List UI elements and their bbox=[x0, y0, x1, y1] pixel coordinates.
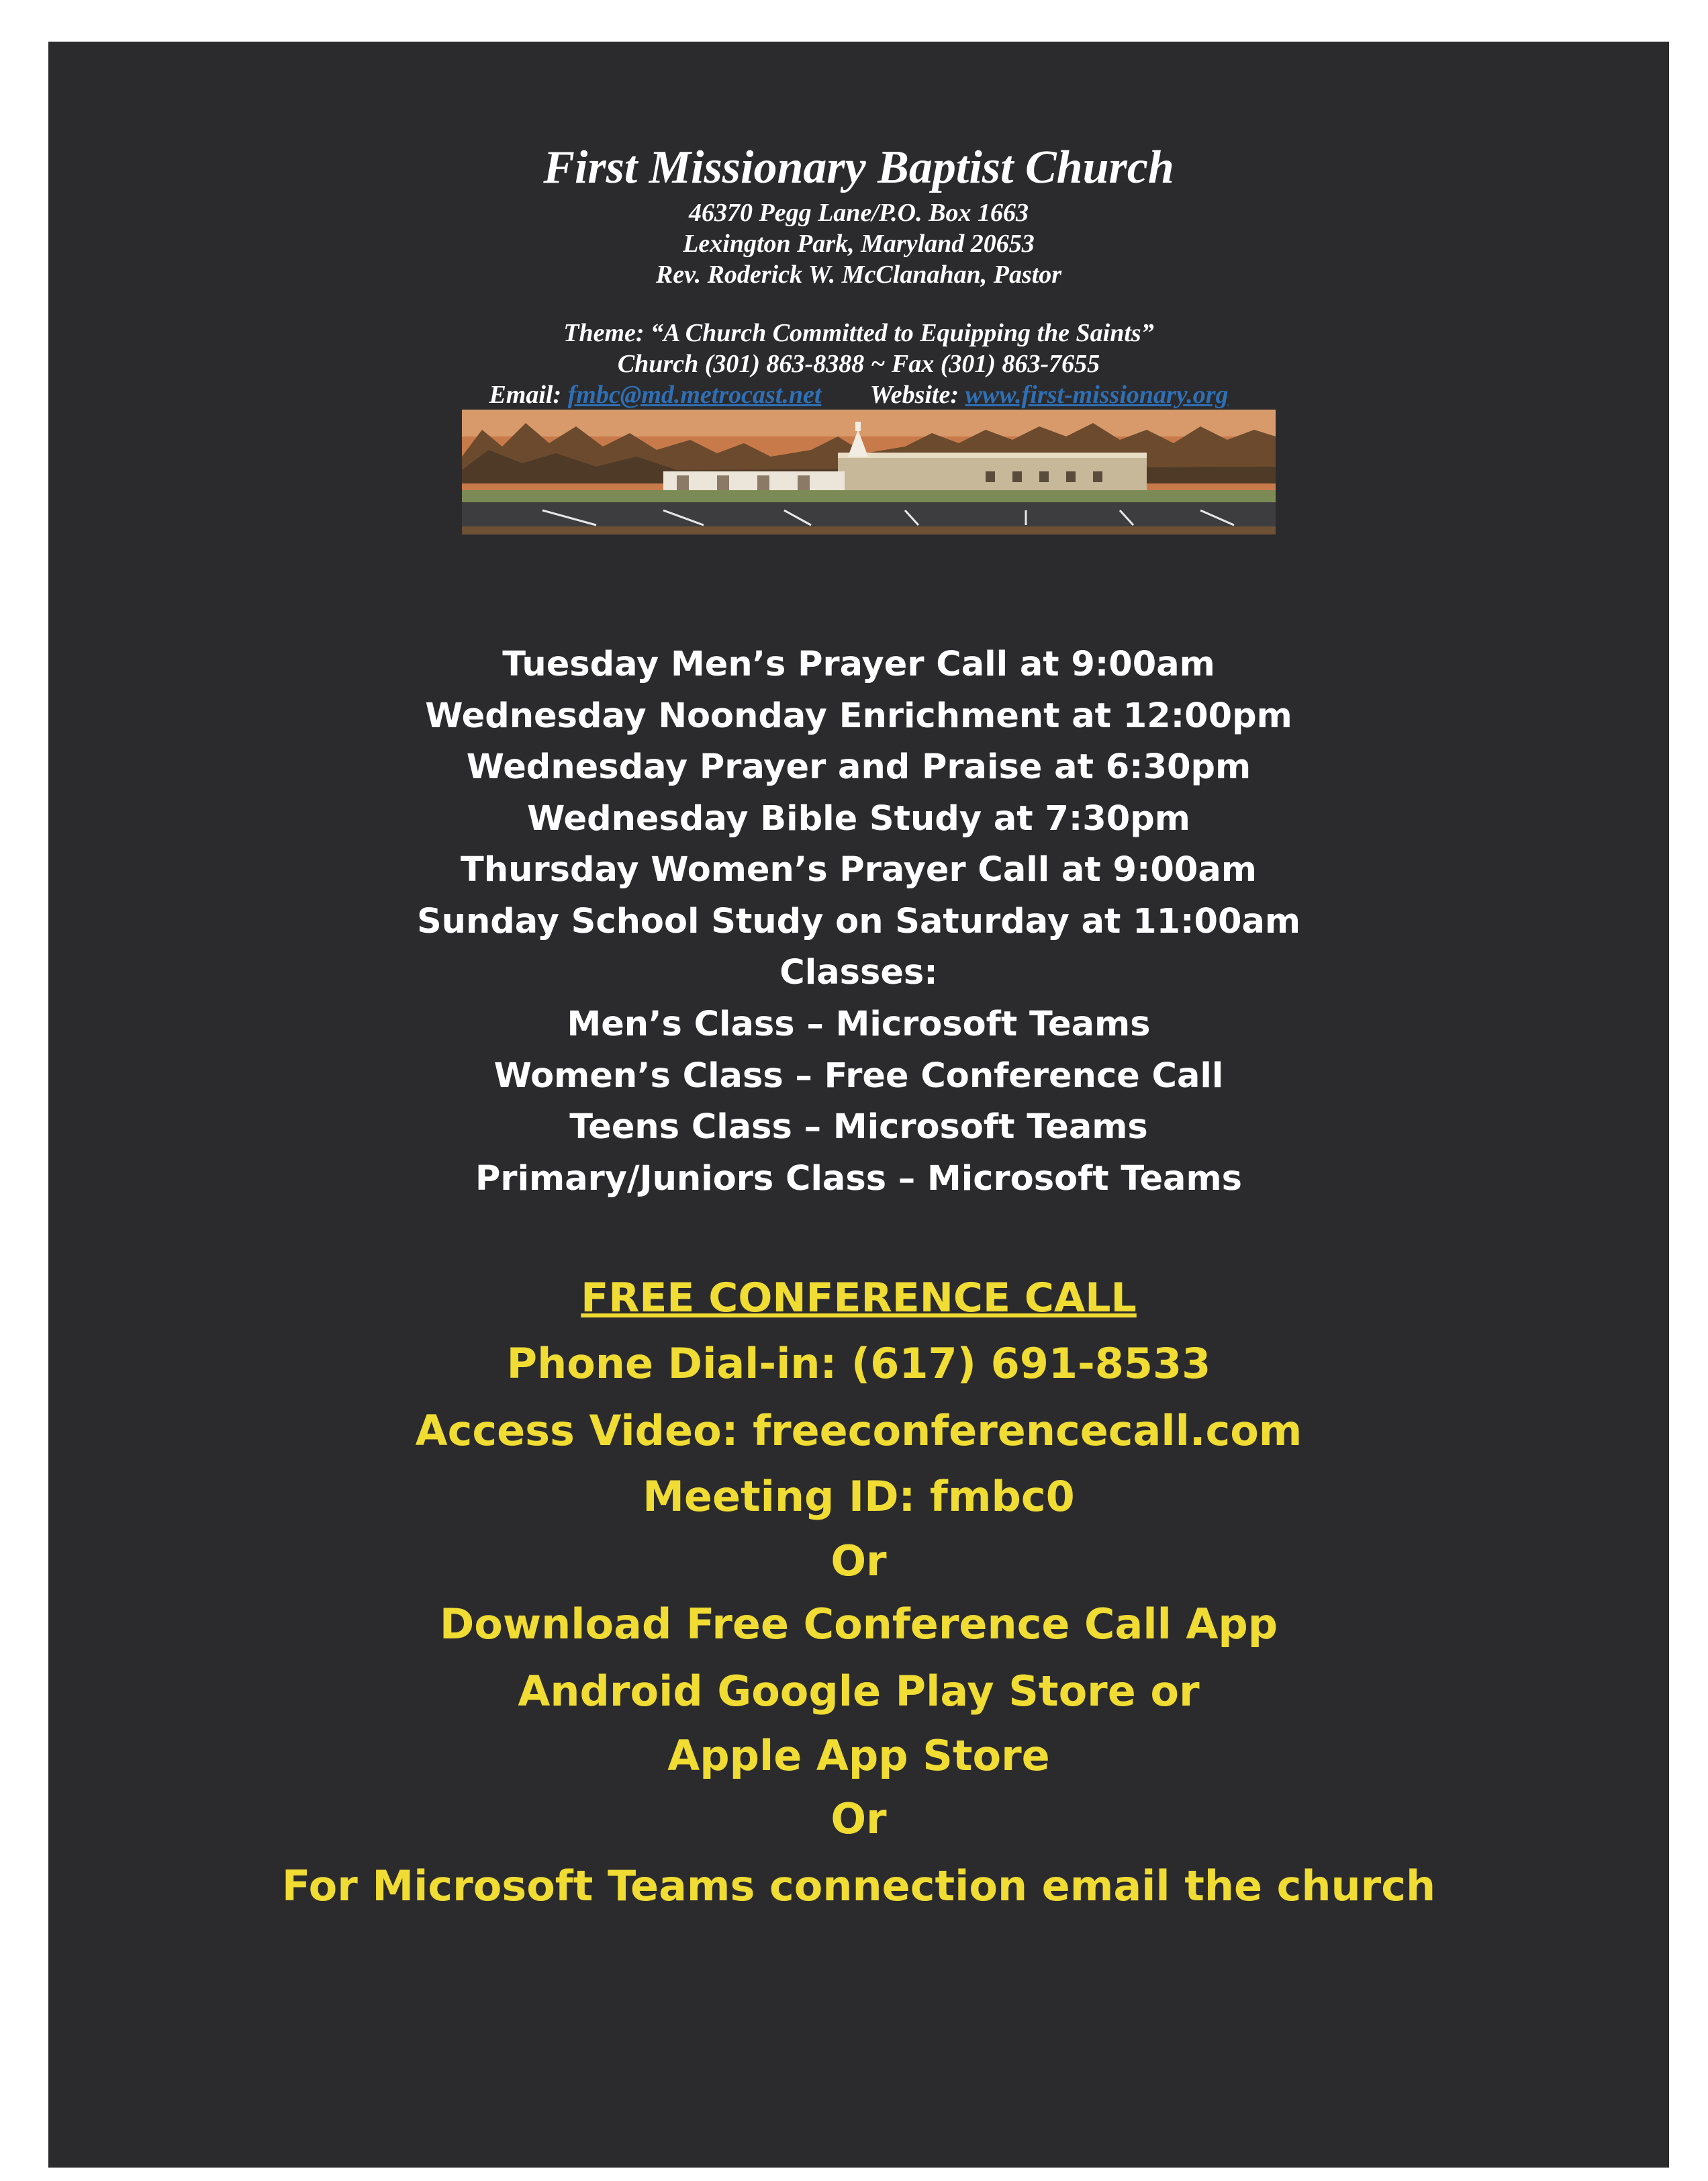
teams-connection-line: For Microsoft Teams connection email the church bbox=[281, 1861, 1436, 1910]
address-line: 46370 Pegg Lane/P.O. Box 1663 bbox=[689, 199, 1029, 227]
schedule-item: Wednesday Noonday Enrichment at 12:00pm bbox=[425, 696, 1292, 736]
android-store-line: Android Google Play Store or bbox=[518, 1667, 1200, 1716]
city-line: Lexington Park, Maryland 20653 bbox=[683, 230, 1035, 258]
or-separator: Or bbox=[831, 1794, 887, 1843]
email-link[interactable]: fmbc@md.metrocast.net bbox=[567, 381, 822, 409]
classes-heading: Classes: bbox=[779, 953, 938, 992]
schedule-item: Teens Class – Microsoft Teams bbox=[569, 1107, 1148, 1147]
or-separator: Or bbox=[831, 1536, 887, 1585]
meeting-id-line: Meeting ID: fmbc0 bbox=[643, 1472, 1075, 1521]
schedule-item: Primary/Juniors Class – Microsoft Teams bbox=[475, 1159, 1242, 1199]
website-label: Website: bbox=[869, 381, 959, 409]
apple-store-line: Apple App Store bbox=[667, 1731, 1050, 1780]
conference-title: FREE CONFERENCE CALL bbox=[581, 1274, 1137, 1321]
flyer-sheet bbox=[48, 42, 1669, 2168]
church-building-photo bbox=[462, 410, 1276, 535]
dial-in-line: Phone Dial-in: (617) 691-8533 bbox=[506, 1339, 1211, 1388]
schedule-item: Tuesday Men’s Prayer Call at 9:00am bbox=[502, 645, 1215, 684]
contact-line bbox=[48, 380, 1669, 410]
email-label: Email: bbox=[489, 381, 562, 409]
schedule-item: Men’s Class – Microsoft Teams bbox=[567, 1005, 1151, 1044]
schedule-item: Wednesday Prayer and Praise at 6:30pm bbox=[466, 747, 1251, 787]
phone-fax-line: Church (301) 863-8388 ~ Fax (301) 863-7655 bbox=[617, 350, 1100, 378]
theme-line: Theme: “A Church Committed to Equipping the Saints” bbox=[563, 319, 1154, 347]
video-access-line: Access Video: freeconferencecall.com bbox=[415, 1406, 1302, 1455]
pastor-line: Rev. Roderick W. McClanahan, Pastor bbox=[655, 261, 1062, 289]
schedule-item: Women’s Class – Free Conference Call bbox=[493, 1056, 1224, 1096]
church-name: First Missionary Baptist Church bbox=[543, 142, 1174, 193]
schedule-item: Thursday Women’s Prayer Call at 9:00am bbox=[461, 850, 1257, 890]
schedule-item: Sunday School Study on Saturday at 11:00am bbox=[416, 902, 1301, 941]
app-download-line: Download Free Conference Call App bbox=[439, 1599, 1278, 1649]
website-link[interactable]: www.first-missionary.org bbox=[965, 381, 1229, 409]
schedule-item: Wednesday Bible Study at 7:30pm bbox=[527, 799, 1190, 839]
